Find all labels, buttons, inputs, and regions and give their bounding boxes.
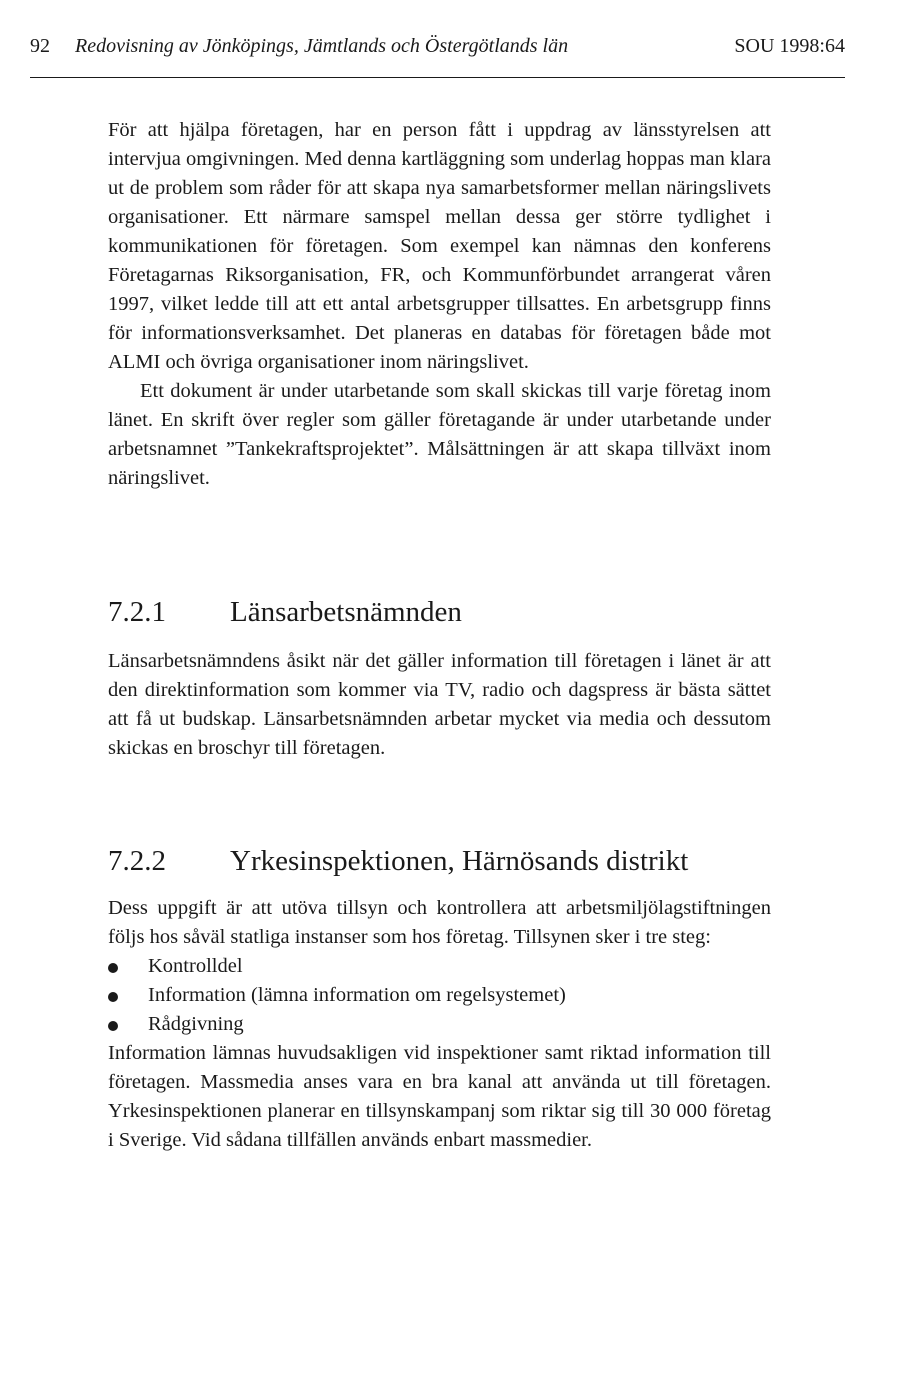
intro-paragraph-2: Ett dokument är under utarbetande som skall skickas till varje företag inom länet. En skrift över regler som gäller företagande är under utarbetande under arbetsnamnet ”Tankekraftsprojektet”. Målsättningen är att skapa tillväxt inom näringslivet. — [108, 380, 771, 489]
section-7-2-1-text — [108, 647, 771, 763]
bullet-icon — [108, 992, 118, 1002]
inspection-steps-list — [108, 952, 771, 1039]
list-item — [108, 952, 771, 981]
intro-text — [108, 116, 771, 493]
section-7-2-2-text — [108, 894, 771, 1155]
document-reference: SOU 1998:64 — [734, 35, 845, 57]
section-number: 7.2.2 — [108, 845, 166, 877]
section-title: Yrkesinspektionen, Härnösands distrikt — [230, 845, 689, 877]
bullet-icon — [108, 1021, 118, 1031]
list-item — [108, 981, 771, 1010]
list-item-label: Kontrolldel — [148, 955, 243, 977]
section-number: 7.2.1 — [108, 596, 166, 628]
page-header — [30, 32, 845, 62]
bullet-icon — [108, 963, 118, 973]
list-item-label: Rådgivning — [148, 1013, 244, 1035]
header-divider — [30, 77, 845, 78]
section-title: Länsarbetsnämnden — [230, 596, 462, 628]
section-heading-7-2-2 — [108, 843, 771, 879]
running-title: Redovisning av Jönköpings, Jämtlands och Östergötlands län — [75, 35, 569, 57]
section-heading-7-2-1 — [108, 594, 771, 630]
section-7-2-2-paragraph-2: Information lämnas huvudsakligen vid inspektioner samt riktad information till företagen. Massmedia anses vara en bra kanal att använda ut till företagen. Yrkesinspektionen planerar en tillsynskampanj som riktar sig till 30 000 företag i Sverige. Vid sådana tillfällen används enbart massmedier. — [108, 1042, 771, 1151]
list-item-label: Information (lämna information om regelsystemet) — [148, 984, 566, 1006]
intro-paragraph-1: För att hjälpa företagen, har en person fått i uppdrag av länsstyrelsen att intervjua omgivningen. Med denna kartläggning som underlag hoppas man klara ut de problem som råder för att skapa nya samarbetsformer mellan näringslivets organisationer. Ett närmare samspel mellan dessa ger större tydlighet i kommunikationen för företagen. Som exempel kan nämnas den konferens Företagarnas Riksorganisation, FR, och Kommunförbundet arrangerat våren 1997, vilket ledde till att ett antal arbetsgrupper tillsattes. En arbetsgrupp finns för informationsverksamhet. Det planeras en databas för företagen både mot ALMI och övriga organisationer inom näringslivet. — [108, 119, 771, 373]
list-item — [108, 1010, 771, 1039]
section-7-2-1-paragraph: Länsarbetsnämndens åsikt när det gäller information till företagen i länet är att den direktinformation som kommer via TV, radio och dagspress är bästa sättet att få ut budskap. Länsarbetsnämnden arbetar mycket via media och dessutom skickas en broschyr till företagen. — [108, 650, 771, 759]
section-7-2-2-paragraph-1: Dess uppgift är att utöva tillsyn och kontrollera att arbetsmiljölagstiftningen följs hos såväl statliga instanser som hos företag. Tillsynen sker i tre steg: — [108, 897, 771, 948]
page-number: 92 — [30, 35, 50, 57]
